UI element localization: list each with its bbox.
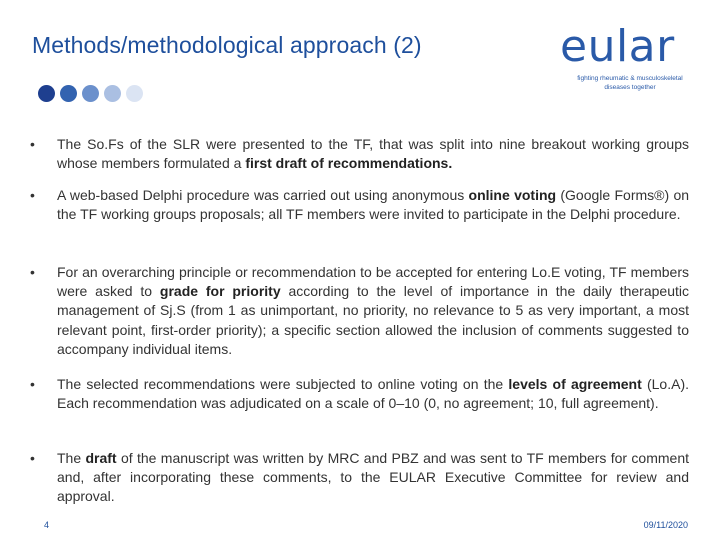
bullet-emphasis: online voting bbox=[468, 187, 557, 203]
bullet-run: (Lo.A). Each recommendation was adjudicated on a scale of 0–10 (0, no agreement; 10, full agreement). bbox=[57, 376, 689, 412]
logo-tagline-line-2: diseases together bbox=[604, 84, 656, 91]
bullet-emphasis: first draft of recommendations. bbox=[245, 155, 453, 172]
progress-dot bbox=[126, 85, 143, 102]
bullet-marker: • bbox=[30, 136, 35, 152]
progress-dot bbox=[104, 85, 121, 102]
slide-date: 09/11/2020 bbox=[643, 520, 688, 530]
progress-dot bbox=[82, 85, 99, 102]
bullet-run: For an overarching principle or recommendation to be accepted for entering Lo.E voting, TF members were asked to bbox=[57, 264, 689, 300]
bullet-run: (Google Forms®) on the TF working groups proposals; all TF members were invited to participate in the Delphi procedure. bbox=[57, 187, 690, 223]
bullet-run: A web-based Delphi procedure was carried out using anonymous bbox=[57, 187, 469, 203]
bullet-emphasis: draft bbox=[85, 450, 117, 466]
bullet-text bbox=[57, 375, 689, 413]
progress-dot bbox=[60, 85, 77, 102]
bullet-marker: • bbox=[30, 450, 35, 466]
bullet-emphasis: grade for priority bbox=[159, 283, 281, 300]
logo-wordmark: eular bbox=[560, 21, 675, 72]
logo-tagline-line-1: fighting rheumatic & musculoskeletal bbox=[577, 75, 683, 82]
slide-title: Methods/methodological approach (2) bbox=[32, 32, 422, 58]
bullet-marker: • bbox=[30, 264, 35, 280]
bullet-text bbox=[57, 449, 689, 507]
bullet-marker: • bbox=[30, 376, 35, 392]
bullet-run: The selected recommendations were subjected to online voting on the bbox=[57, 376, 509, 392]
bullet-run: according to the level of importance in the daily therapeutic management of Sj.S (from 1 as unimportant, no priority, no relevance to 5 as very important, a most relevant point, first-order priority); a specific section allowed the inclusion of comments suggested to accompany individual items. bbox=[57, 283, 689, 357]
bullet-marker: • bbox=[30, 187, 35, 203]
bullet-text bbox=[57, 263, 689, 359]
bullet-run: The So.Fs of the SLR were presented to the TF, that was split into nine breakout working groups whose members formulated a bbox=[57, 136, 689, 172]
logo-tagline bbox=[560, 74, 700, 92]
bullet-emphasis: levels of agreement bbox=[508, 376, 642, 392]
eular-logo bbox=[560, 21, 700, 92]
bullet-text bbox=[57, 135, 689, 173]
bullet-run: of the manuscript was written by MRC and PBZ and was sent to TF members for comment and, after incorporating these comments, to the EULAR Executive Committee for review and approval. bbox=[57, 450, 690, 505]
page-number: 4 bbox=[44, 520, 50, 530]
bullet-run: The bbox=[57, 450, 86, 466]
bullet-text bbox=[57, 186, 689, 224]
progress-dot bbox=[38, 85, 55, 102]
